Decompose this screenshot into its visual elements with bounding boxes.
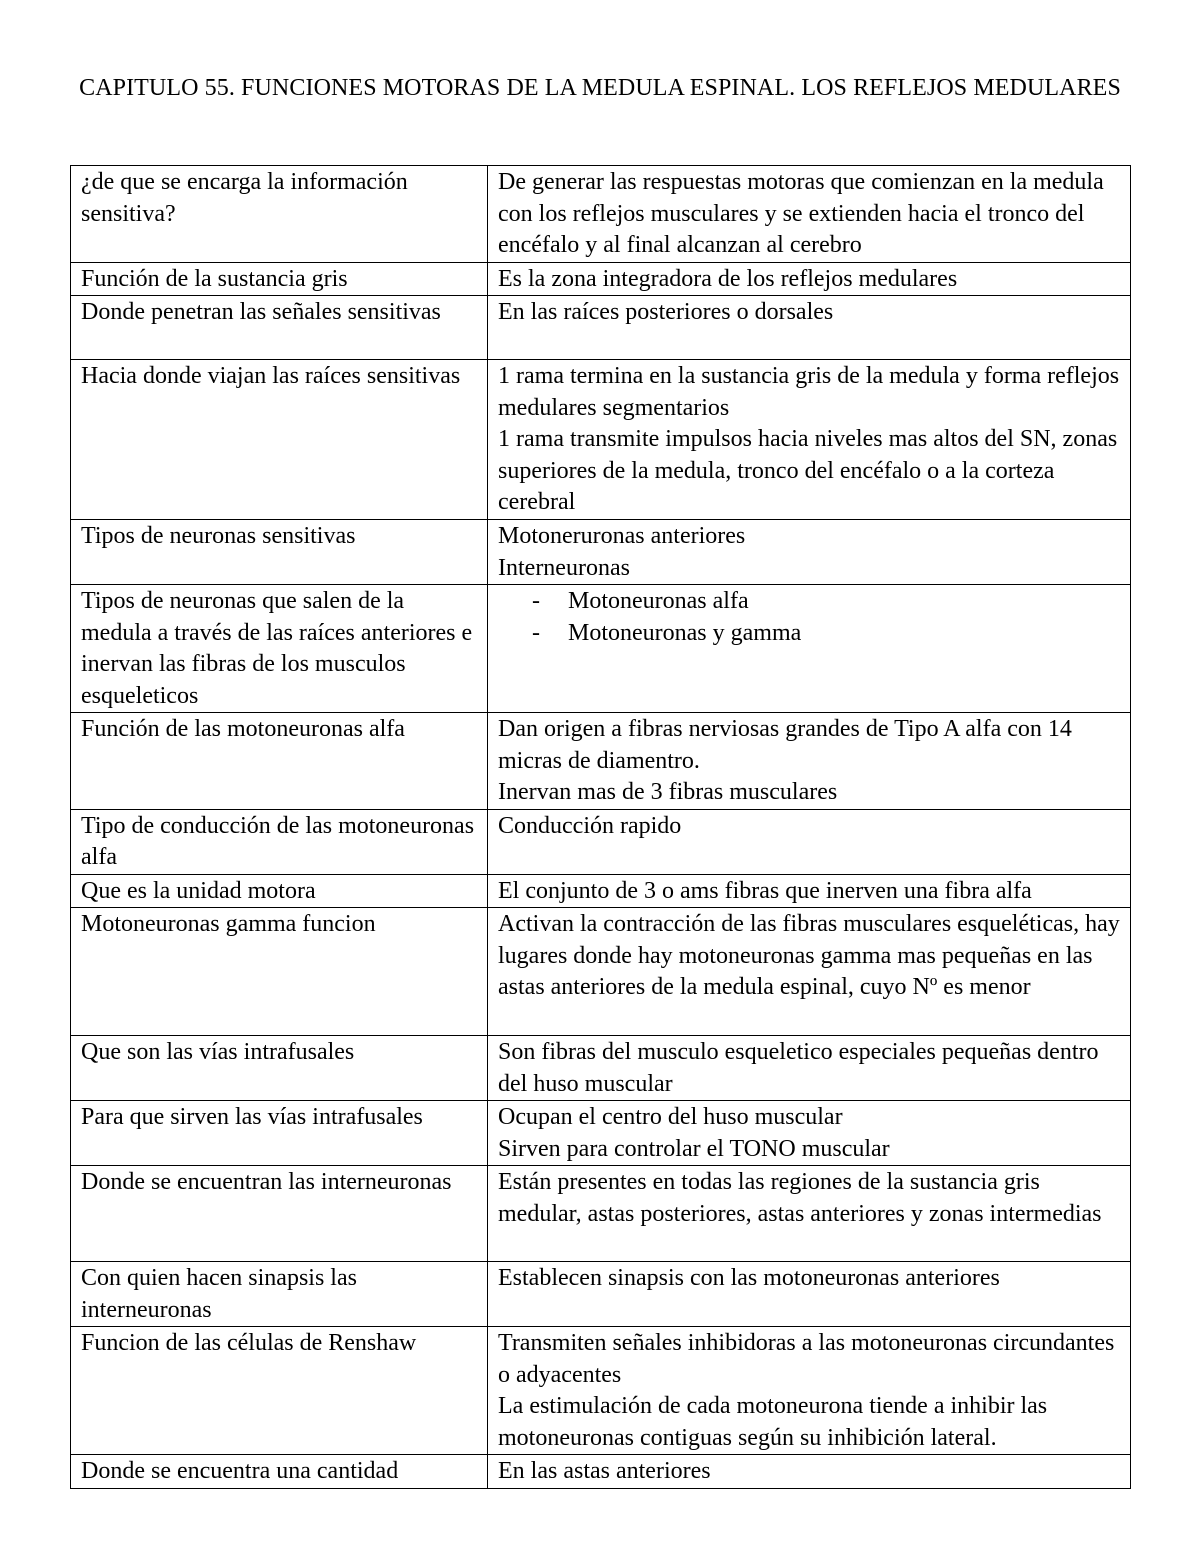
answer-cell: [488, 166, 1131, 263]
question-cell: Donde penetran las señales sensitivas: [71, 296, 488, 360]
answer-line: Sirven para controlar el TONO muscular: [498, 1135, 890, 1162]
question-cell: Donde se encuentra una cantidad: [71, 1455, 488, 1489]
table-row: [71, 1101, 1131, 1166]
answer-bullet-list: [498, 586, 1120, 649]
question-cell: Tipo de conducción de las motoneuronas alfa: [71, 809, 488, 874]
answer-cell: [488, 874, 1131, 908]
question-cell: Motoneuronas gamma funcion: [71, 908, 488, 1036]
table-row: [71, 1455, 1131, 1489]
answer-cell: [488, 1327, 1131, 1455]
answer-cell: [488, 1455, 1131, 1489]
answer-line: Están presentes en todas las regiones de la sustancia gris medular, astas posteriores, astas anteriores y zonas intermedias: [498, 1169, 1102, 1227]
answer-cell: [488, 1101, 1131, 1166]
answer-line: 1 rama termina en la sustancia gris de la medula y forma reflejos medulares segmentarios: [498, 363, 1126, 421]
question-cell: Donde se encuentran las interneuronas: [71, 1166, 488, 1262]
answer-line: Es la zona integradora de los reflejos medulares: [498, 265, 958, 292]
question-cell: Con quien hacen sinapsis las interneuronas: [71, 1262, 488, 1327]
list-item: [498, 586, 1120, 618]
answer-cell: [488, 1036, 1131, 1101]
question-cell: Función de la sustancia gris: [71, 262, 488, 296]
answer-cell: [488, 1166, 1131, 1262]
question-cell: Hacia donde viajan las raíces sensitivas: [71, 360, 488, 520]
table-row: [71, 713, 1131, 810]
answer-cell: [488, 713, 1131, 810]
table-row: [71, 874, 1131, 908]
answer-cell: [488, 1262, 1131, 1327]
table-row: [71, 1166, 1131, 1262]
answer-line: Inervan mas de 3 fibras musculares: [498, 779, 838, 805]
answer-line: Interneuronas: [498, 554, 630, 581]
answer-line: Ocupan el centro del huso muscular: [498, 1104, 843, 1130]
question-cell: Que es la unidad motora: [71, 874, 488, 908]
question-cell: Tipos de neuronas que salen de la medula a través de las raíces anteriores e inervan las fibras de los musculos esqueleticos: [71, 585, 488, 713]
answer-line: En las astas anteriores: [498, 1458, 711, 1484]
list-item-text: Motoneuronas y gamma: [568, 619, 802, 646]
answer-cell: [488, 585, 1131, 713]
dash-bullet: -: [532, 588, 540, 614]
answer-line: Transmiten señales inhibidoras a las motoneuronas circundantes o adyacentes: [498, 1330, 1121, 1388]
answer-line: Activan la contracción de las fibras musculares esqueléticas, hay lugares donde hay motoneuronas gamma mas pequeñas en las astas anteriores de la medula espinal, cuyo Nº es menor: [498, 911, 1126, 1000]
answer-line: El conjunto de 3 o ams fibras que inerven una fibra alfa: [498, 877, 1032, 904]
question-cell: Función de las motoneuronas alfa: [71, 713, 488, 810]
table-row: [71, 520, 1131, 585]
list-item: [498, 618, 1120, 650]
question-cell: Para que sirven las vías intrafusales: [71, 1101, 488, 1166]
question-cell: Que son las vías intrafusales: [71, 1036, 488, 1101]
answer-cell: [488, 360, 1131, 520]
table-row: [71, 809, 1131, 874]
question-cell: ¿de que se encarga la información sensitiva?: [71, 166, 488, 263]
answer-line: Dan origen a fibras nerviosas grandes de Tipo A alfa con 14 micras de diamentro.: [498, 716, 1078, 774]
qa-table: [70, 165, 1131, 1489]
question-cell: Tipos de neuronas sensitivas: [71, 520, 488, 585]
table-row: [71, 1262, 1131, 1327]
page-title: CAPITULO 55. FUNCIONES MOTORAS DE LA MEDULA ESPINAL. LOS REFLEJOS MEDULARES: [79, 75, 1121, 101]
answer-line: Conducción rapido: [498, 812, 682, 839]
answer-cell: [488, 908, 1131, 1036]
answer-line: En las raíces posteriores o dorsales: [498, 299, 834, 325]
table-row: [71, 908, 1131, 1036]
table-row: [71, 360, 1131, 520]
answer-cell: [488, 520, 1131, 585]
answer-cell: [488, 262, 1131, 296]
answer-cell: [488, 809, 1131, 874]
answer-line: De generar las respuestas motoras que comienzan en la medula con los reflejos musculares y se extienden hacia el tronco del encéfalo y al final alcanzan al cerebro: [498, 169, 1110, 258]
table-row: [71, 1327, 1131, 1455]
table-row: [71, 1036, 1131, 1101]
answer-line: Motoneruronas anteriores: [498, 523, 746, 549]
answer-line: 1 rama transmite impulsos hacia niveles mas altos del SN, zonas superiores de la medula, tronco del encéfalo o a la corteza cerebral: [498, 426, 1124, 515]
table-row: [71, 166, 1131, 263]
table-row: [71, 296, 1131, 360]
answer-cell: [488, 296, 1131, 360]
dash-bullet: -: [532, 619, 540, 646]
answer-line: Establecen sinapsis con las motoneuronas anteriores: [498, 1265, 1000, 1291]
question-cell: Funcion de las células de Renshaw: [71, 1327, 488, 1455]
list-item-text: Motoneuronas alfa: [568, 588, 749, 614]
table-row: [71, 585, 1131, 713]
qa-table-body: [71, 166, 1131, 1489]
answer-line: Son fibras del musculo esqueletico especiales pequeñas dentro del huso muscular: [498, 1039, 1105, 1097]
answer-line: La estimulación de cada motoneurona tiende a inhibir las motoneuronas contiguas según su inhibición lateral.: [498, 1393, 1054, 1451]
table-row: [71, 262, 1131, 296]
